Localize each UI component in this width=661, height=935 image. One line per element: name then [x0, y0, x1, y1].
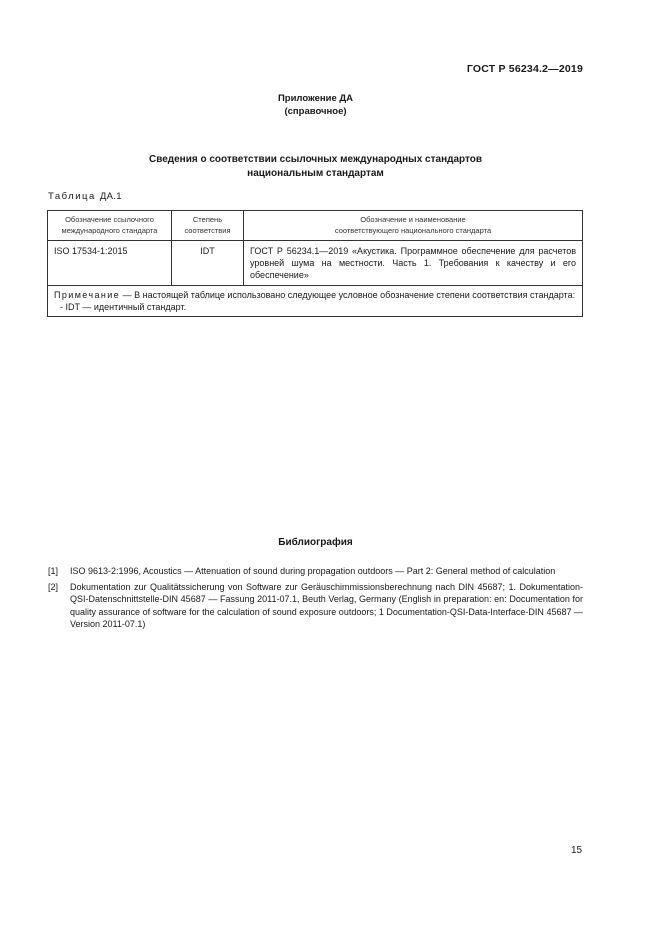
bib-number: [2]	[48, 581, 59, 592]
bib-number: [1]	[48, 566, 59, 576]
section-title-line2: национальным стандартам	[247, 167, 384, 179]
header-national-standard-line1: Обозначение и наименование	[360, 215, 466, 224]
appendix-heading	[0, 92, 631, 118]
list-item	[48, 581, 583, 631]
header-intl-standard-line1: Обозначение ссылочного	[65, 215, 154, 224]
page-number: 15	[571, 845, 583, 856]
document-header: ГОСТ Р 56234.2—2019	[466, 63, 583, 75]
table-caption	[48, 191, 122, 202]
correspondence-table	[47, 210, 583, 317]
cell-intl-standard: ISO 17534-1:2015	[48, 241, 172, 286]
cell-national-standard: ГОСТ Р 56234.1—2019 «Акустика. Программное обеспечение для расчетов уровней шума на местности. Часть 1. Требования к качеству и его обеспечение»	[244, 241, 583, 286]
header-degree-line2: соответствия	[184, 225, 231, 235]
table-row	[48, 241, 583, 286]
cell-degree: IDT	[172, 241, 244, 286]
table-header-row	[48, 211, 583, 241]
bib-text: Dokumentation zur Qualitätssicherung von Software zur Geräuschimmissionsberechnung nach DIN 45687; 1. Dokumentation-QSI-Datenschnittstelle-DIN 45687 — Fassung 2011-07.1, Beuth Verlag, Germany (English in preparation: en: Documentation for quality assurance of software for the calculation of sound exposure outdoors; 1 Documentation-QSI-Data-Interface-DIN 45687 — Version 2011-07.1)	[70, 581, 583, 629]
section-title-line1: Сведения о соответствии ссылочных международных стандартов	[148, 154, 483, 165]
bib-text: ISO 9613-2:1996, Acoustics — Attenuation of sound during propagation outdoors — Part 2: General method of calculation	[70, 566, 556, 576]
table-note	[48, 286, 583, 317]
bibliography-title: Библиография	[278, 537, 353, 548]
note-label: Примечание	[54, 290, 121, 300]
table-note-row	[48, 286, 583, 317]
note-item: - IDT — идентичный стандарт.	[60, 302, 187, 312]
list-item	[48, 565, 583, 578]
table-caption-number: ДА.1	[99, 191, 122, 202]
header-degree-line1: Степень	[192, 215, 223, 224]
header-intl-standard-line2: международного стандарта	[61, 225, 158, 235]
header-degree	[172, 211, 244, 241]
appendix-title: Приложение ДА	[277, 93, 354, 104]
header-intl-standard	[48, 211, 172, 241]
table-caption-label: Таблица	[48, 191, 96, 202]
bibliography-list	[48, 565, 583, 634]
header-national-standard	[244, 211, 583, 241]
appendix-subtitle: (справочное)	[284, 106, 347, 117]
header-national-standard-line2: соответствующего национального стандарта	[334, 225, 492, 235]
section-title	[0, 153, 631, 180]
note-text: — В настоящей таблице использовано следующее условное обозначение степени соответствия стандарта:	[120, 290, 576, 300]
